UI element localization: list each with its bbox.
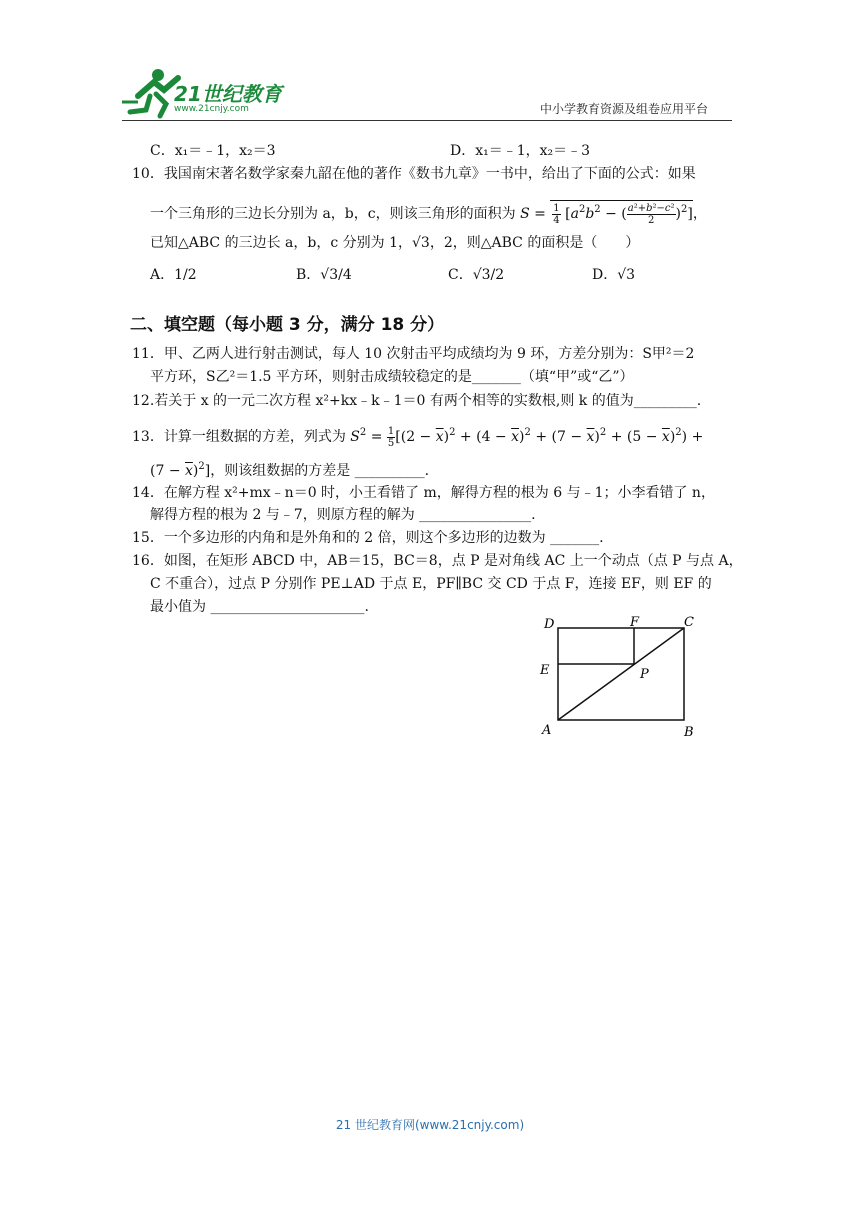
q10-line2-text: 一个三角形的三边长分别为 a，b，c，则该三角形的面积为 <box>150 206 516 222</box>
platform-tag: 中小学教育资源及组卷应用平台 <box>540 102 709 116</box>
q14-line1: 14．在解方程 x²+mx﹣n＝0 时，小王看错了 m，解得方程的根为 6 与﹣1；小李看错了 n， <box>132 485 715 501</box>
footer: 21 世纪教育网(www.21cnjy.com) <box>335 1118 525 1132</box>
heron-formula: S = $\frac{1}{4}$ [$a^2b^2$ − ( $\frac{\text{a²+b²−c²}}{2}$ )$^2$]， <box>520 206 707 222</box>
label-d: D <box>544 617 555 632</box>
q10-option-a: A．1/2 <box>150 267 197 283</box>
variance-formula-cont: $(7 - \overline{x})^2$] <box>150 461 211 479</box>
diagonal-ac <box>558 628 684 720</box>
q16-line3: 最小值为 ______________________. <box>150 599 369 615</box>
q16-line1: 16．如图，在矩形 ABCD 中，AB＝15，BC＝8，点 P 是对角线 AC 上一个动点（点 P 与点 A， <box>132 553 743 569</box>
q10-line2 <box>150 200 707 226</box>
logo <box>120 66 300 122</box>
q13-line1 <box>132 424 703 449</box>
q11-line1: 11．甲、乙两人进行射击测试，每人 10 次射击平均成绩均为 9 环，方差分别为：S甲²＝2 <box>132 346 695 362</box>
q13-line2-text: ，则该组数据的方差是 __________. <box>210 463 430 479</box>
q14-line2: 解得方程的根为 2 与﹣7，则原方程的解为 ________________. <box>150 507 536 523</box>
label-b: B <box>684 725 694 740</box>
label-e: E <box>540 663 550 678</box>
q10-option-d: D．√3 <box>592 267 636 283</box>
q9-option-c: C．x₁＝﹣1，x₂＝3 <box>150 143 276 159</box>
label-f: F <box>630 615 640 630</box>
q10-line1: 10．我国南宋著名数学家秦九韶在他的著作《数书九章》一书中，给出了下面的公式：如果 <box>132 166 696 182</box>
q10-option-b: B．√3/4 <box>296 267 352 283</box>
q10-line3: 已知△ABC 的三边长 a，b，c 分别为 1，√3，2，则△ABC 的面积是（ ） <box>150 235 640 251</box>
header-divider <box>122 120 732 121</box>
q16-line2: C 不重合），过点 P 分别作 PE⊥AD 于点 E，PF∥BC 交 CD 于点 F，连接 EF，则 EF 的 <box>150 576 712 592</box>
q12: 12.若关于 x 的一元二次方程 x²+kx﹣k﹣1＝0 有两个相等的实数根,则 k 的值为_________. <box>132 393 702 409</box>
q11-line2: 平方环，S乙²＝1.5 平方环，则射击成绩较稳定的是_______（填“甲”或“乙”） <box>150 369 634 385</box>
label-c: C <box>684 615 694 630</box>
q10-option-c: C．√3/2 <box>448 267 505 283</box>
label-p: P <box>640 667 649 682</box>
section-title: 二、填空题（每小题 3 分，满分 18 分） <box>130 315 445 335</box>
q13-line2 <box>150 458 429 480</box>
logo-text: 21世纪教育 <box>174 82 282 106</box>
q13-line1-text: 13．计算一组数据的方差，列式为 <box>132 429 346 445</box>
q15: 15．一个多边形的内角和是外角和的 2 倍，则这个多边形的边数为 _______. <box>132 530 604 546</box>
variance-formula: $S^2$ = $\frac{1}{5}$ $[(2 - \overline{x})^2 + (4 - \overline{x})^2 + (7 - \overline{x})^2 + (5 - \overline{x})^2)$ + <box>350 425 704 449</box>
label-a: A <box>542 723 552 738</box>
rectangle-figure <box>530 608 710 748</box>
q9-option-d: D．x₁＝﹣1，x₂＝﹣3 <box>450 143 591 159</box>
logo-url: www.21cnjy.com <box>174 104 249 114</box>
